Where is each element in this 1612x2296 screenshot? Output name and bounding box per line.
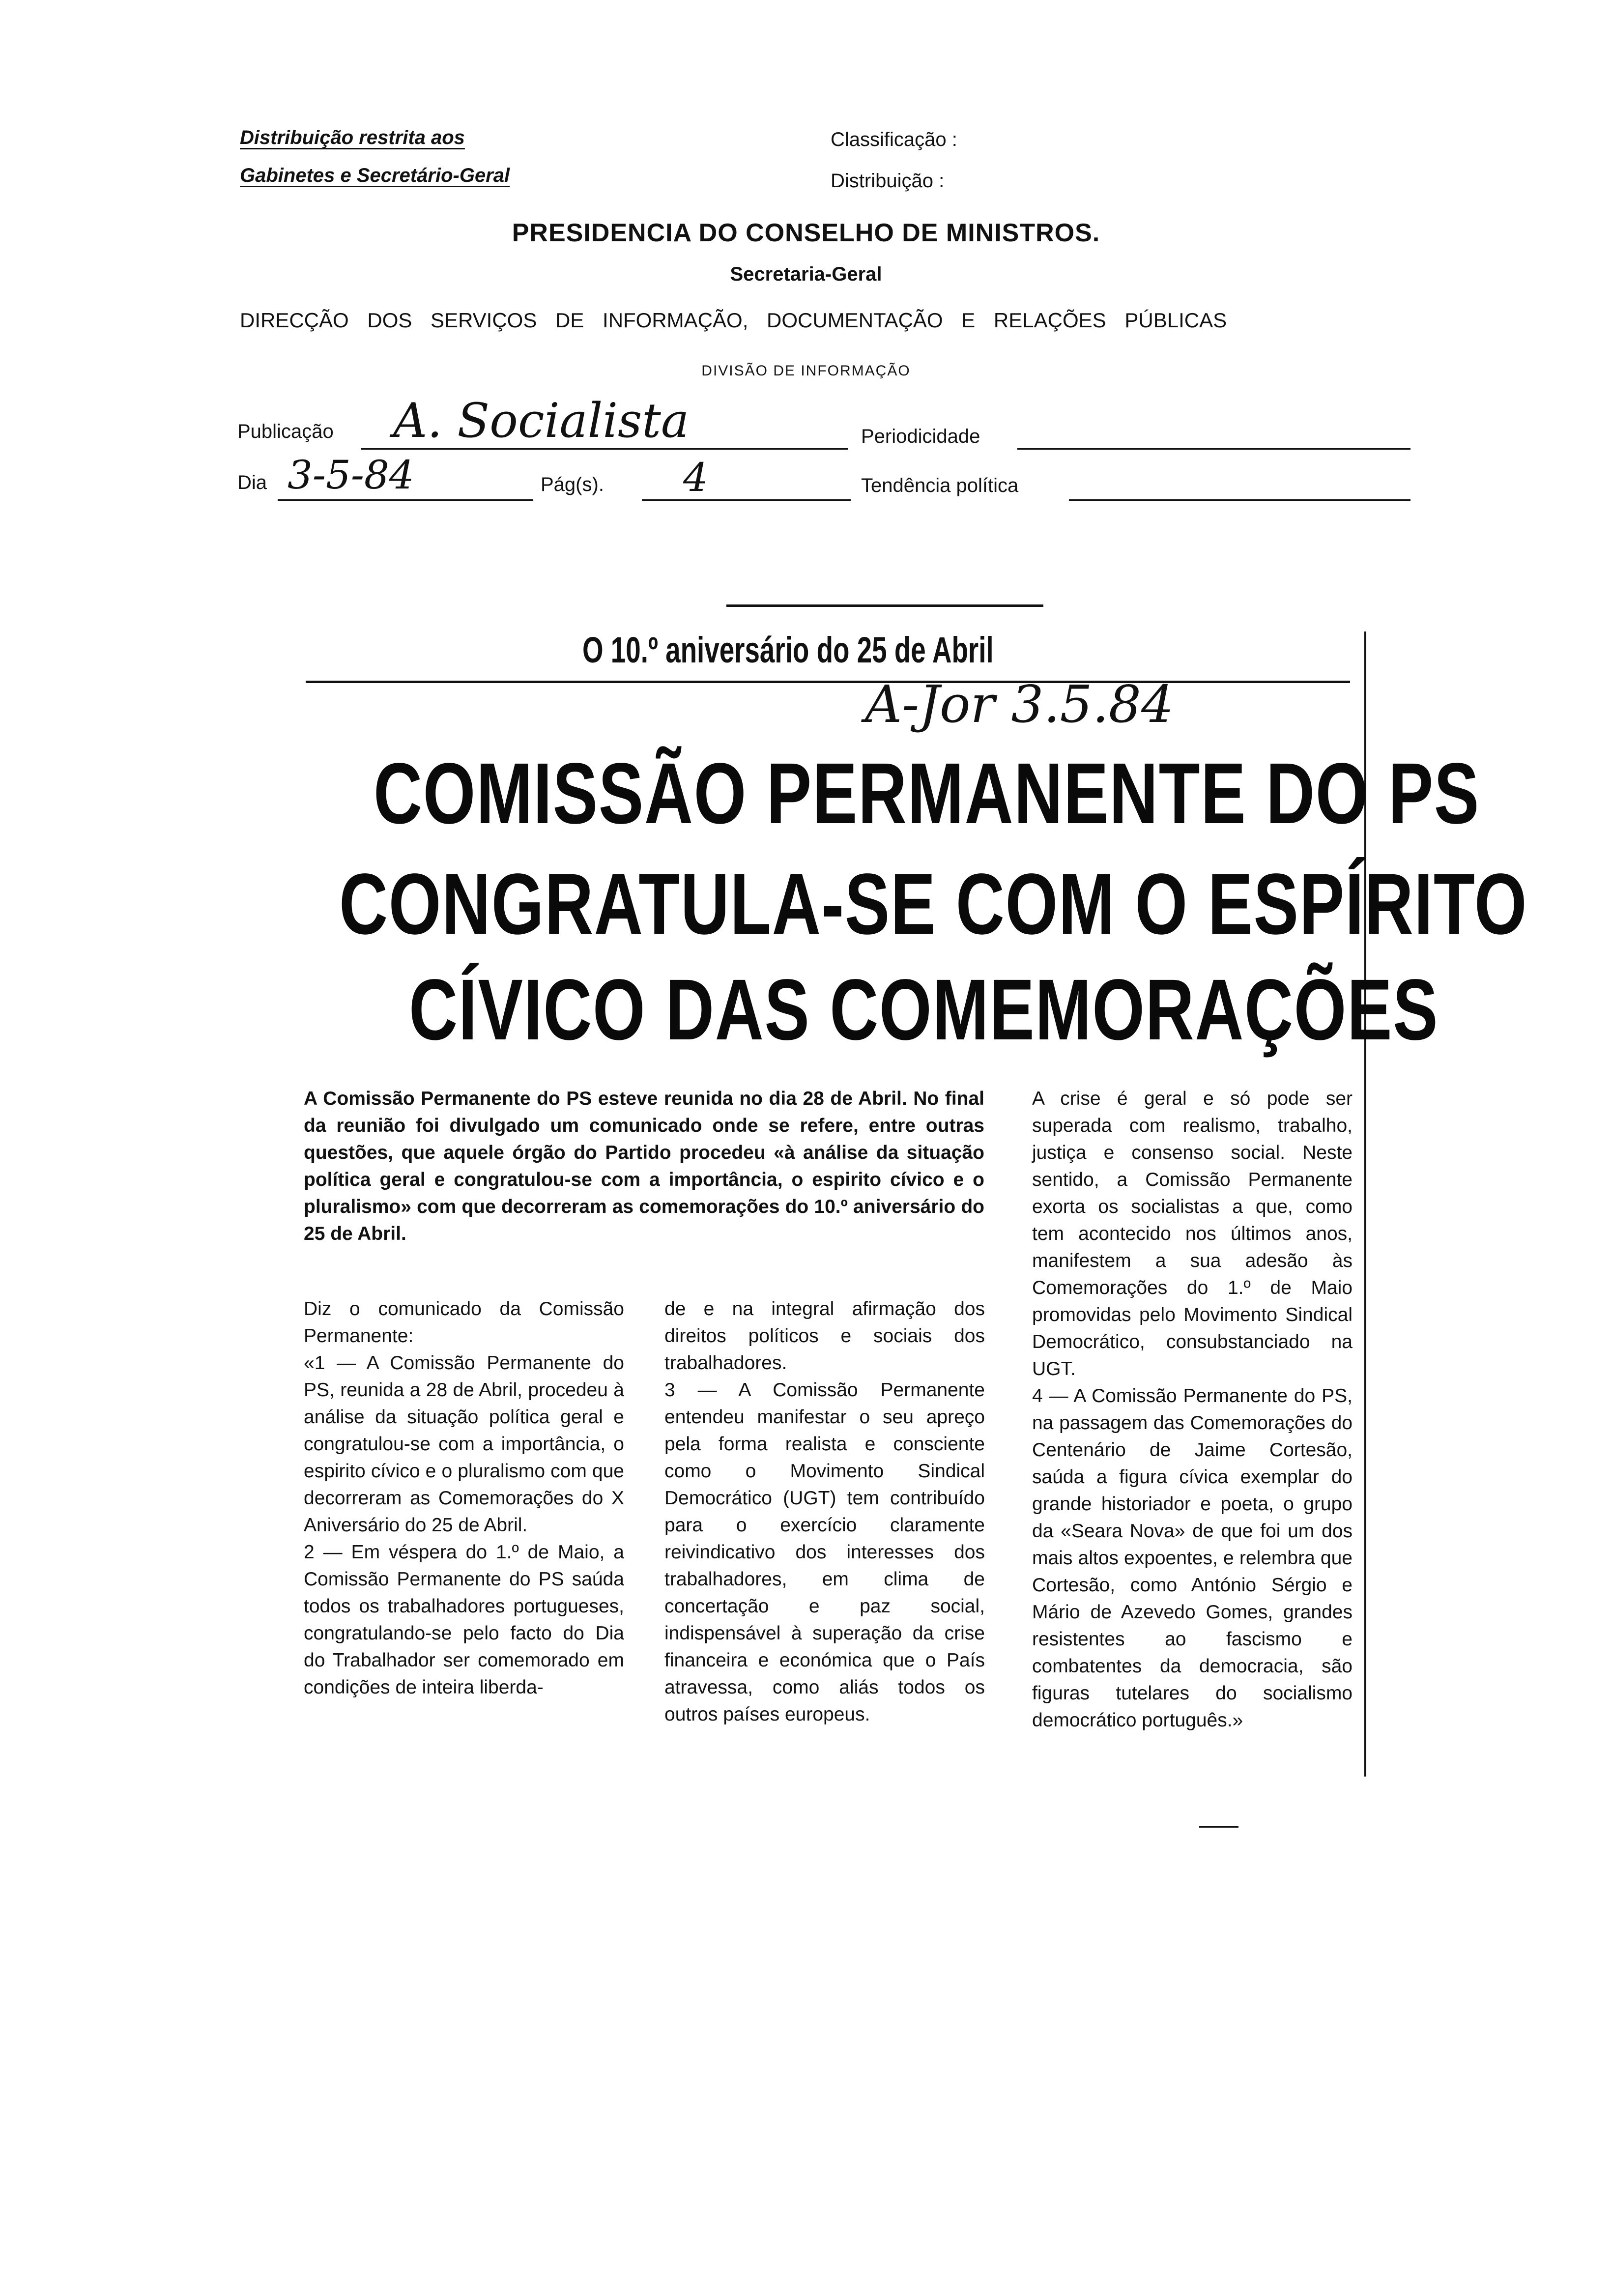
- org-title: PRESIDENCIA DO CONSELHO DE MINISTROS.: [512, 219, 1100, 247]
- headline-line-3: CÍVICO DAS COMEMORAÇÕES: [409, 962, 1439, 1058]
- publicacao-handwritten: A. Socialista: [393, 393, 690, 448]
- classificacao-label: Classificação :: [831, 129, 957, 150]
- publicacao-underline: [361, 448, 848, 450]
- headline-line-2: CONGRATULA-SE COM O ESPÍRITO: [339, 856, 1528, 952]
- kicker-top-rule: [726, 604, 1043, 607]
- article-column-3: A crise é geral e só pode ser superada com realismo, trabalho, justiça e consenso social. Neste sentido, a Comissão Permanente exorta os socialistas a que, como tem acontecido nos últimos anos, manifestem a sua adesão às Comemorações do 1.º de Maio promovidas pelo Movimento Sindical Democrático, consubstanciado na UGT. 4 — A Comissão Permanente do PS, na passagem das Comemorações do Centenário de Jaime Cortesão, saúda a figura cívica exemplar do grande historiador e poeta, o grupo da «Seara Nova» de que foi um dos mais altos expoentes, e relembra que Cortesão, como António Sérgio e Mário de Azevedo Gomes, grandes resistentes ao fascismo e combatentes da democracia, são figuras tutelares do socialismo democrático português.»: [1032, 1088, 1353, 1731]
- kicker-bottom-rule: [306, 681, 1350, 683]
- pags-underline: [642, 499, 851, 501]
- dia-underline: [278, 499, 533, 501]
- distribuicao-label: Distribuição :: [831, 170, 945, 192]
- pags-handwritten: 4: [683, 455, 708, 500]
- restricted-distribution-line2: Gabinetes e Secretário-Geral: [240, 165, 510, 186]
- stray-mark: [1199, 1826, 1238, 1828]
- kicker: O 10.º aniversário do 25 de Abril: [582, 630, 994, 670]
- secretaria-geral: Secretaria-Geral: [730, 263, 882, 285]
- divisao-informacao: DIVISÃO DE INFORMAÇÃO: [701, 363, 911, 379]
- dia-label: Dia: [237, 472, 267, 493]
- article-column-2: de e na integral afirmação dos direitos políticos e sociais dos trabalhadores. 3 — A Comissão Permanente entendeu manifestar o seu apreço pela forma realista e consciente como o Movimento Sindical Democrático (UGT) tem contribuído para o exercício claramente reivindicativo dos interesses dos trabalhadores, em clima de concertação e paz social, indispensável à superação da crise financeira e económica que o País atravessa, como aliás todos os outros países europeus.: [664, 1298, 985, 1725]
- direccao-servicos: DIRECÇÃO DOS SERVIÇOS DE INFORMAÇÃO, DOCUMENTAÇÃO E RELAÇÕES PÚBLICAS: [240, 309, 1227, 332]
- tendencia-underline: [1069, 499, 1410, 501]
- lead-paragraph: A Comissão Permanente do PS esteve reunida no dia 28 de Abril. No final da reunião foi divulgado um comunicado onde se refere, entre outras questões, que aquele órgão do Partido procedeu «à análise da situação política geral e congratulou-se com a importância, o espirito cívico e o pluralismo» com que decorreram as comemorações do 10.º aniversário do 25 de Abril.: [304, 1088, 984, 1244]
- tendencia-label: Tendência política: [861, 475, 1019, 496]
- dia-handwritten: 3-5-84: [288, 452, 414, 498]
- publicacao-label: Publicação: [237, 421, 334, 442]
- periodicidade-label: Periodicidade: [861, 426, 980, 447]
- headline-line-1: COMISSÃO PERMANENTE DO PS: [374, 746, 1480, 842]
- restricted-distribution-line1: Distribuição restrita aos: [240, 127, 465, 148]
- handwritten-note: A-Jor 3.5.84: [865, 674, 1174, 734]
- article-column-1: Diz o comunicado da Comissão Permanente: «1 — A Comissão Permanente do PS, reunida a 28 de Abril, procedeu à análise da situação política geral e congratulou-se com a importância, o espirito cívico e o pluralismo com que decorreram as Comemorações do X Aniversário do 25 de Abril. 2 — Em véspera do 1.º de Maio, a Comissão Permanente do PS saúda todos os trabalhadores portugueses, congratulando-se pelo facto do Dia do Trabalhador ser comemorado em condições de inteira liberda-: [304, 1298, 624, 1698]
- pags-label: Pág(s).: [541, 474, 604, 495]
- periodicidade-underline: [1017, 448, 1410, 450]
